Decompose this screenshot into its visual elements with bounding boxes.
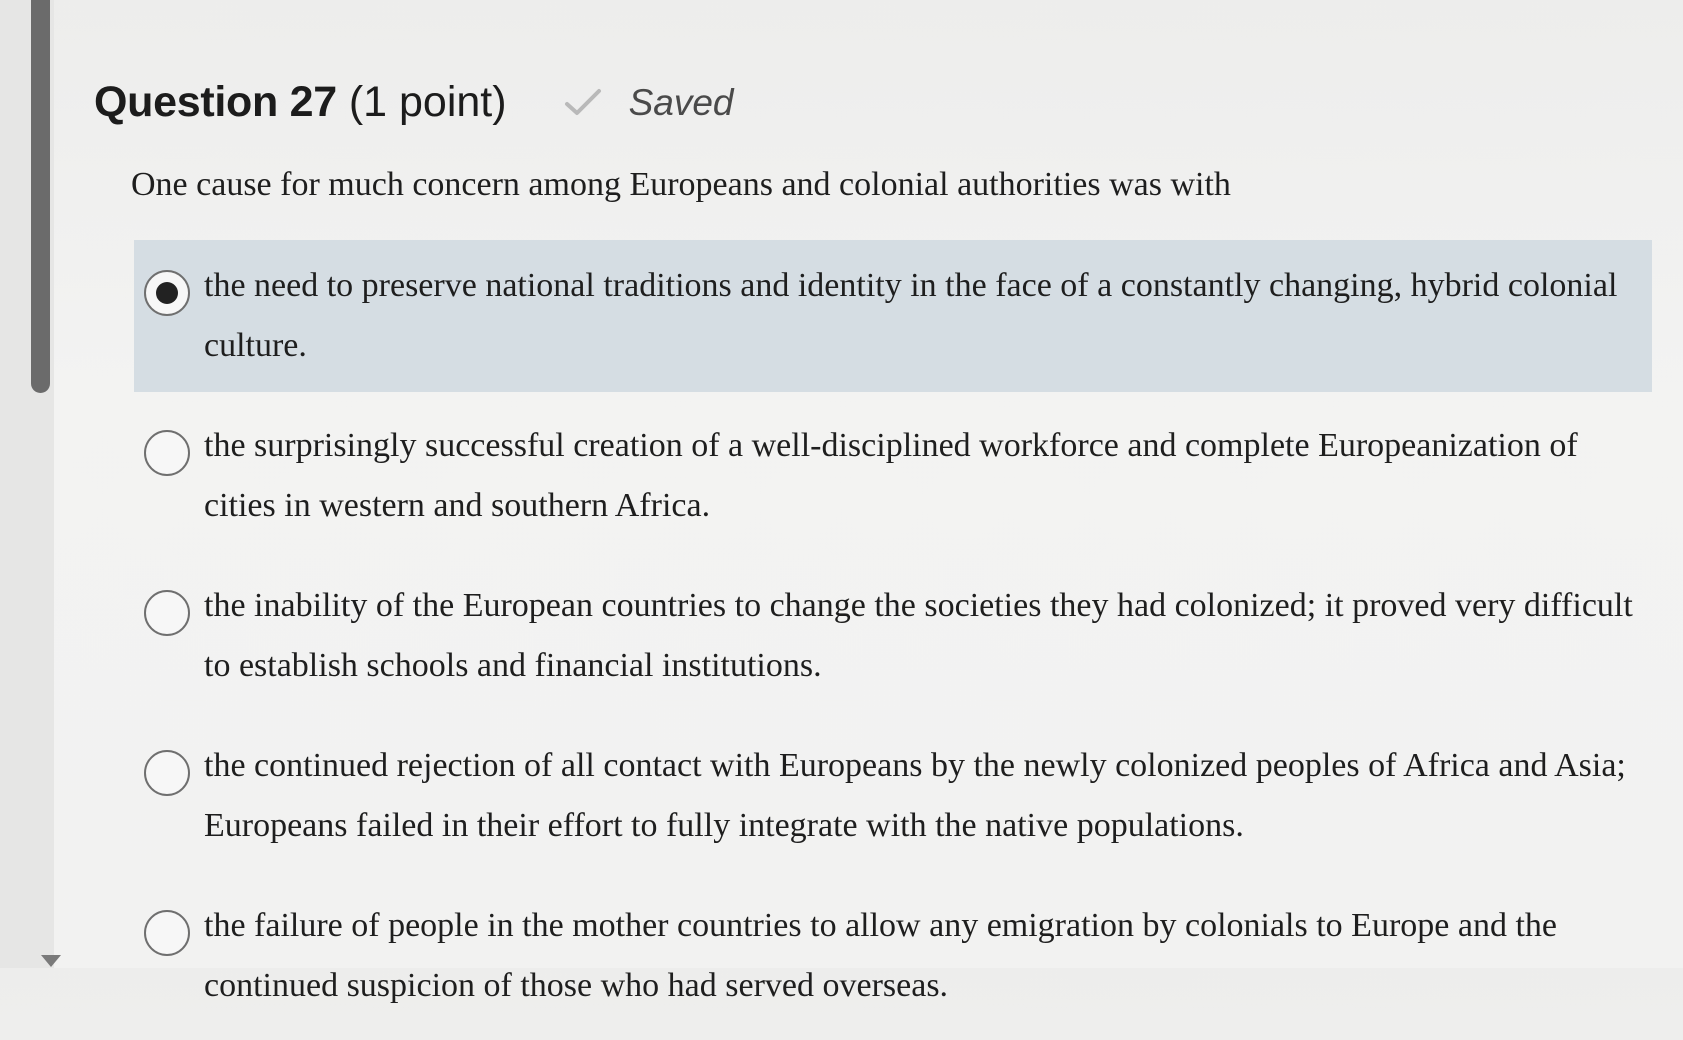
answer-option-label: the inability of the European countries to change the societies they had colonized; it proved very difficult to establish schools and financial institutions. <box>204 587 1633 684</box>
answer-options <box>134 240 1652 1040</box>
answer-option-label: the need to preserve national traditions and identity in the face of a constantly changing, hybrid colonial culture. <box>204 267 1618 364</box>
answer-option-4[interactable] <box>134 720 1652 872</box>
radio-button-selected[interactable] <box>144 270 190 316</box>
checkmark-icon <box>563 87 603 119</box>
radio-button[interactable] <box>144 910 190 956</box>
radio-button[interactable] <box>144 430 190 476</box>
scrollbar[interactable] <box>0 0 54 968</box>
scroll-down-arrow-icon[interactable] <box>41 955 61 967</box>
saved-status <box>563 82 734 124</box>
question-title: Question 27 <box>94 78 337 126</box>
saved-label: Saved <box>628 81 734 123</box>
radio-button[interactable] <box>144 750 190 796</box>
answer-option-label: the continued rejection of all contact with Europeans by the newly colonized peoples of Africa and Asia; Europeans failed in their effort to fully integrate with the native populations. <box>204 747 1626 844</box>
radio-button[interactable] <box>144 590 190 636</box>
answer-option-1[interactable] <box>134 240 1652 392</box>
question-points: (1 point) <box>348 78 507 126</box>
question-header <box>94 78 734 127</box>
scrollbar-thumb[interactable] <box>31 0 50 393</box>
answer-option-2[interactable] <box>134 400 1652 552</box>
answer-option-3[interactable] <box>134 560 1652 712</box>
radio-dot-icon <box>156 282 178 304</box>
answer-option-5[interactable] <box>134 880 1652 1032</box>
answer-option-label: the surprisingly successful creation of a well-disciplined workforce and complete Europeanization of cities in western and southern Africa. <box>204 427 1578 524</box>
answer-option-label: the failure of people in the mother countries to allow any emigration by colonials to Europe and the continued suspicion of those who had served overseas. <box>204 907 1557 1004</box>
question-prompt: One cause for much concern among Europeans and colonial authorities was with <box>131 166 1231 203</box>
